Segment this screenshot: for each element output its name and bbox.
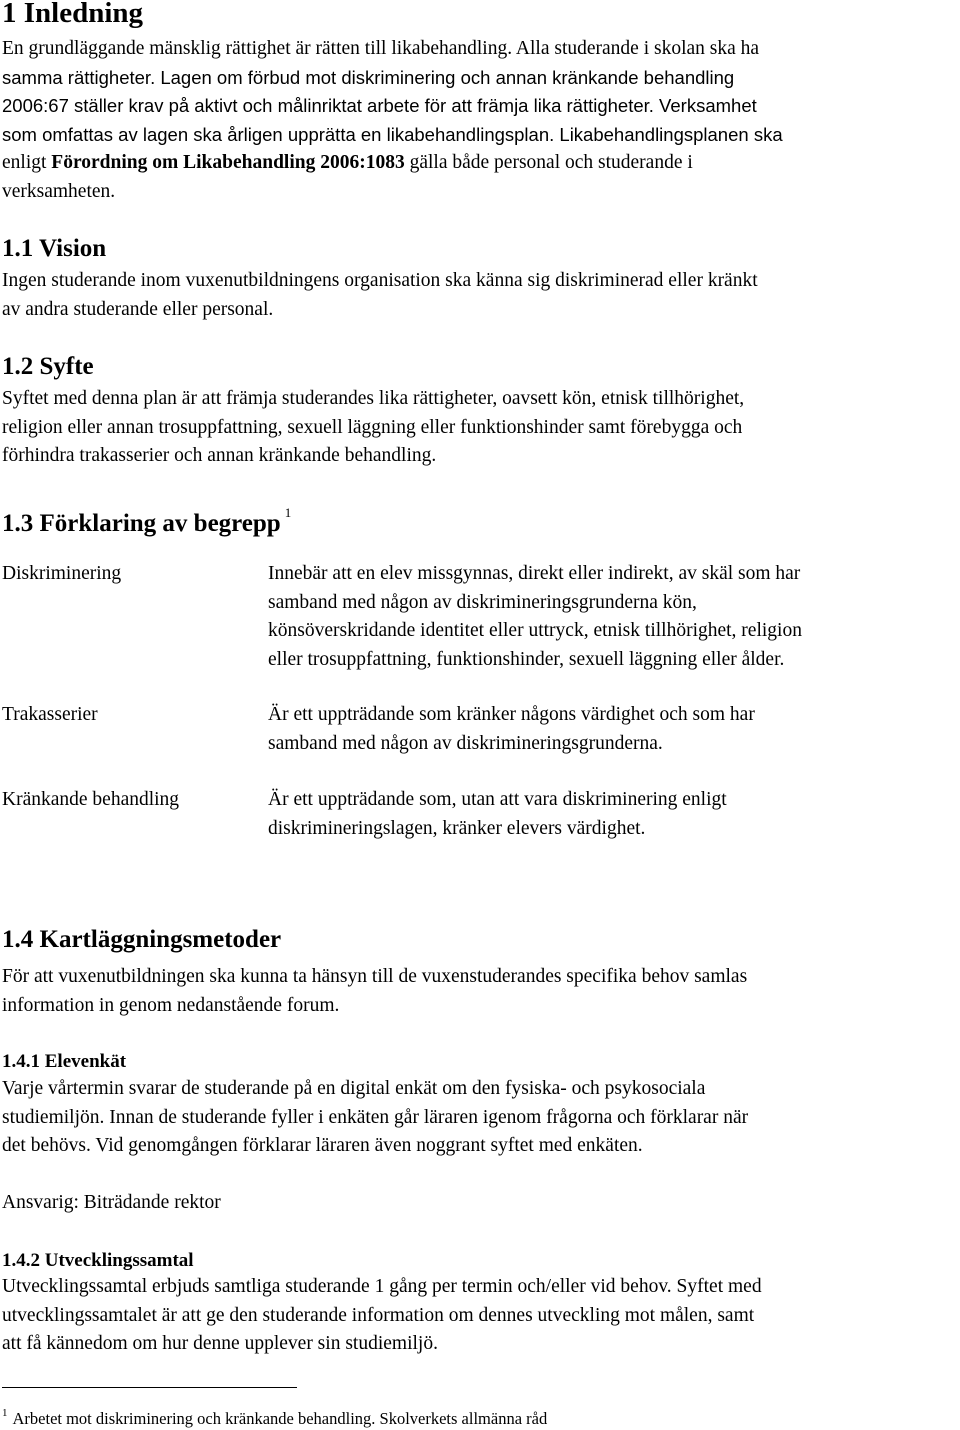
definition-line: diskrimineringslagen, kränker elevers värdighet. [268, 817, 646, 839]
definition-line: samband med någon av diskrimineringsgrunderna kön, [268, 591, 697, 613]
syfte-line: Syftet med denna plan är att främja studerandes lika rättigheter, oavsett kön, etnisk tillhörighet, [2, 388, 745, 409]
definition-line: Är ett uppträdande som kränker någons värdighet och som har [268, 704, 755, 725]
footnote-text: Arbetet mot diskriminering och kränkande behandling. Skolverkets allmänna råd [12, 1409, 548, 1428]
term-label: Trakasserier [2, 704, 98, 725]
utvecklingssamtal-line: att få kännedom om hur denne upplever sin studiemiljö. [2, 1333, 438, 1354]
definition-line: könsöverskridande identitet eller uttryck, etnisk tillhörighet, religion [268, 620, 802, 641]
section-heading-syfte: 1.2 Syfte [2, 353, 94, 380]
intro-text: enligt [2, 152, 52, 173]
vision-line: Ingen studerande inom vuxenutbildningens organisation ska känna sig diskriminerad eller kränkt [2, 270, 758, 291]
term-definition [268, 560, 958, 674]
definition-line: Är ett uppträdande som, utan att vara diskriminering enligt [268, 789, 727, 810]
intro-line: verksamheten. [2, 180, 116, 202]
subsection-heading-elevenkat: 1.4.1 Elevenkät [2, 1051, 127, 1072]
utvecklingssamtal-paragraph [2, 1273, 957, 1359]
begrepp-heading-text: 1.3 Förklaring av begrepp [2, 510, 281, 537]
kartlaggning-paragraph [2, 963, 957, 1020]
term-label: Kränkande behandling [2, 789, 180, 810]
section-heading-vision: 1.1 Vision [2, 235, 107, 262]
section-heading-begrepp [2, 498, 291, 539]
page-title: 1 Inledning [2, 0, 144, 29]
intro-line: som omfattas av lagen ska årligen upprätta en likabehandlingsplan. Likabehandlingsplanen ska [2, 123, 783, 145]
kartlaggning-line: information in genom nedanstående forum. [2, 994, 340, 1016]
term-definition [268, 786, 958, 843]
footnote-separator [2, 1387, 297, 1388]
responsible-line: Ansvarig: Biträdande rektor [2, 1192, 221, 1213]
intro-line: 2006:67 ställer krav på aktivt och målinriktat arbete för att främja lika rättigheter. Verksamhet [2, 95, 757, 116]
footnote-number: 1 [2, 1407, 8, 1419]
vision-line: av andra studerande eller personal. [2, 298, 274, 320]
elevenkat-line: studiemiljön. Innan de studerande fyller i enkäten går läraren igenom frågorna och förklarar när [2, 1106, 749, 1128]
syfte-line: förhindra trakasserier och annan kränkande behandling. [2, 445, 437, 466]
footnote-reference: 1 [284, 505, 292, 520]
vision-paragraph [2, 267, 957, 324]
elevenkat-line: Varje vårtermin svarar de studerande på en digital enkät om den fysiska- och psykosociala [2, 1078, 706, 1099]
syfte-line: religion eller annan trosuppfattning, sexuell läggning eller funktionshinder samt förebygga och [2, 416, 743, 438]
utvecklingssamtal-line: utvecklingssamtalet är att ge den studerande information om dennes utveckling mot målen, samt [2, 1304, 755, 1326]
syfte-paragraph [2, 385, 957, 471]
subsection-heading-utvecklingssamtal: 1.4.2 Utvecklingssamtal [2, 1250, 194, 1271]
elevenkat-paragraph [2, 1075, 957, 1161]
law-reference: Förordning om Likabehandling 2006:1083 [51, 152, 405, 173]
term-definition [268, 701, 958, 758]
definition-line: samband med någon av diskrimineringsgrunderna. [268, 732, 663, 754]
term-label: Diskriminering [2, 563, 122, 584]
definition-line: Innebär att en elev missgynnas, direkt eller indirekt, av skäl som har [268, 563, 801, 584]
intro-line: En grundläggande mänsklig rättighet är rätten till likabehandling. Alla studerande i skolan ska ha [2, 38, 760, 59]
kartlaggning-line: För att vuxenutbildningen ska kunna ta hänsyn till de vuxenstuderandes specifika behov samlas [2, 966, 748, 987]
footnote [2, 1402, 547, 1430]
intro-line [2, 149, 957, 178]
definition-line: eller trosuppfattning, funktionshinder, sexuell läggning eller ålder. [268, 648, 785, 670]
intro-paragraph [2, 35, 957, 206]
section-heading-kartlaggning: 1.4 Kartläggningsmetoder [2, 926, 282, 953]
intro-line: samma rättigheter. Lagen om förbud mot diskriminering och annan kränkande behandling [2, 66, 735, 88]
utvecklingssamtal-line: Utvecklingssamtal erbjuds samtliga studerande 1 gång per termin och/eller vid behov. Syftet med [2, 1276, 762, 1297]
elevenkat-line: det behövs. Vid genomgången förklarar läraren även noggrant syftet med enkäten. [2, 1135, 643, 1156]
intro-text: gälla både personal och studerande i [404, 152, 693, 173]
